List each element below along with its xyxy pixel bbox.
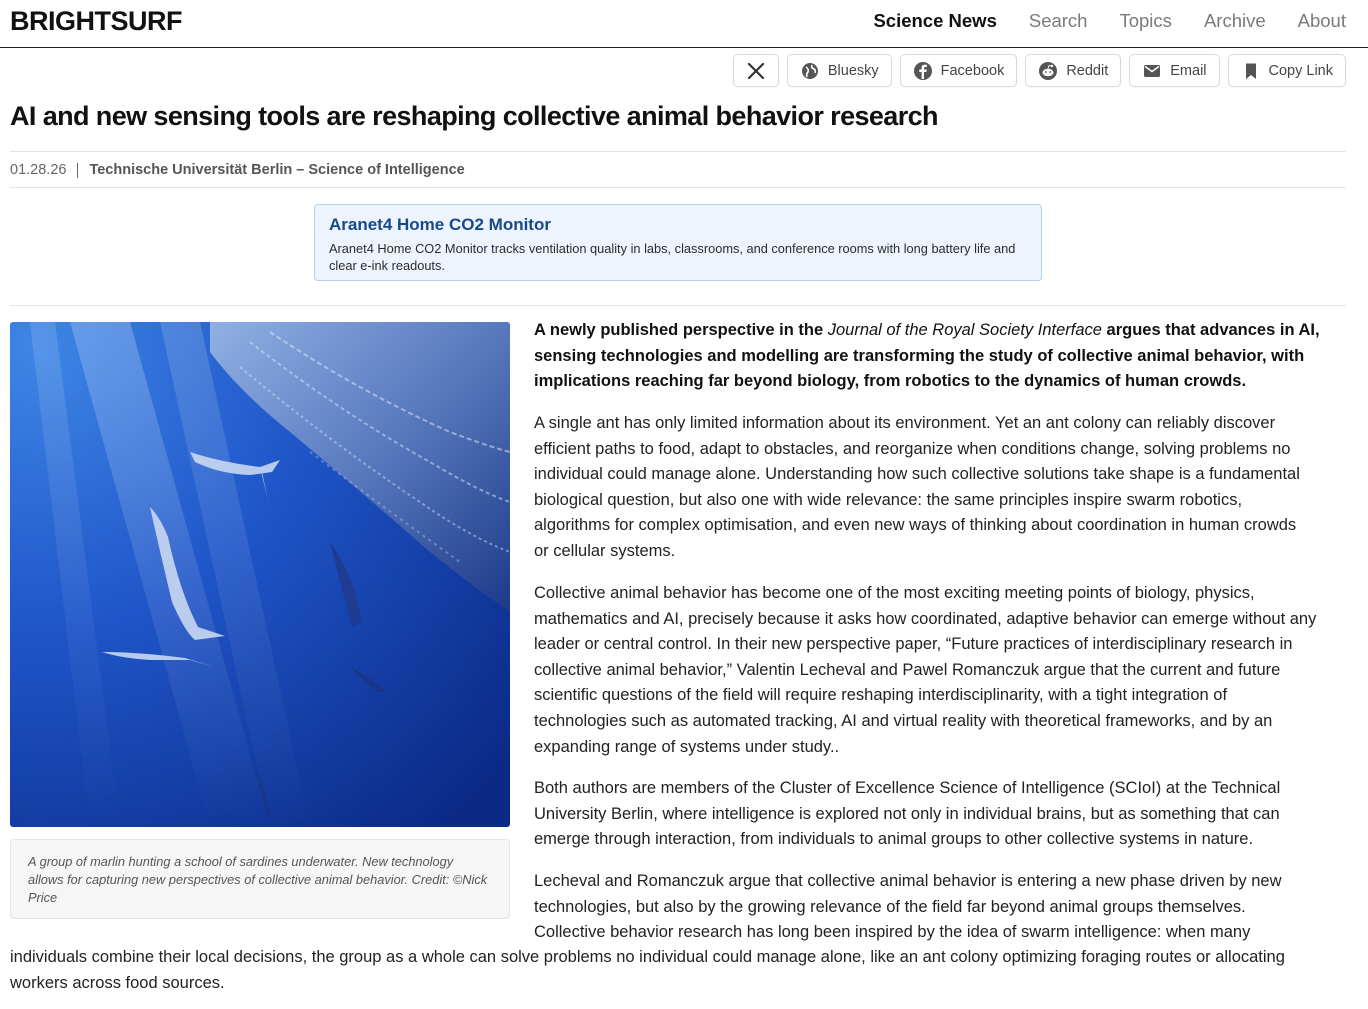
text-line: Collective behavior research has long been inspired by the idea of swarm intelligence: when many [534, 923, 1251, 942]
text-line: Both authors are members of the Cluster of Excellence Science of Intelligence (SCIoI) at the Technical [534, 779, 1281, 797]
divider [10, 151, 1346, 152]
main-nav [841, 10, 1346, 32]
nav-about[interactable]: About [1297, 10, 1346, 31]
nav-science-news[interactable]: Science News [873, 10, 997, 31]
share-email-button[interactable] [1129, 54, 1219, 87]
text-line: efficient paths to food, adapt to obstacles, and reorganize when conditions change, solving problems no [534, 439, 1291, 458]
share-bluesky-label: Bluesky [827, 62, 879, 79]
article-paragraph-3 [534, 776, 1346, 853]
text-line: A single ant has only limited information about its environment. Yet an ant colony can reliably discover [534, 414, 1276, 432]
lead-text: A newly published perspective in the [534, 321, 828, 339]
nav-archive[interactable]: Archive [1203, 10, 1266, 31]
divider [10, 305, 1346, 306]
text-line: individual could manage alone. Understanding how such collective solutions take shape is a fundamental [534, 465, 1300, 484]
article-paragraph-4 [534, 869, 1346, 946]
share-reddit-button[interactable] [1025, 54, 1121, 87]
text-line: leader or central control. In their new perspective paper, “Future practices of interdisciplinary research in [534, 635, 1293, 654]
text-line: Lecheval and Romanczuk argue that collective animal behavior is entering a new phase driven by new [534, 872, 1282, 890]
lead-line: sensing technologies and modelling are transforming the study of collective animal behavior, with [534, 346, 1305, 365]
x-logo-icon [746, 61, 766, 81]
text-line: Collective animal behavior has become one of the most exciting meeting points of biology, physics, [534, 584, 1255, 602]
lead-text: argues that advances in AI, [1101, 321, 1320, 339]
text-line: individuals combine their local decisions, the group as a whole can solve problems no individual could manage alone, like an ant colony optimizing foraging routes or allocating [10, 948, 1285, 966]
nav-topics[interactable]: Topics [1119, 10, 1172, 31]
copy-link-button[interactable] [1228, 54, 1346, 87]
journal-name: Journal of the Royal Society Interface [827, 321, 1102, 339]
text-line: University Berlin, where intelligence is explored not only in individual brains, but as something that can [534, 804, 1280, 823]
lead-line: implications reaching far beyond biology, from robotics to the dynamics of human crowds. [534, 372, 1247, 391]
photo-caption: A group of marlin hunting a school of sardines underwater. New technology allows for capturing new perspectives of collective animal behavior. Credit: ©Nick Price [10, 839, 510, 919]
article-source[interactable]: Technische Universität Berlin – Science of Intelligence [89, 162, 465, 178]
share-email-label: Email [1170, 62, 1207, 79]
copy-link-label: Copy Link [1268, 62, 1333, 79]
ad-title[interactable]: Aranet4 Home CO2 Monitor [329, 215, 551, 234]
share-bar [733, 54, 1346, 87]
article-meta [10, 162, 465, 178]
lead-line [534, 318, 1346, 344]
share-reddit-label: Reddit [1066, 62, 1109, 79]
article-paragraph-4-continued [10, 945, 1350, 996]
share-facebook-button[interactable] [900, 54, 1018, 87]
reddit-icon [1038, 61, 1058, 81]
bookmark-icon [1241, 61, 1261, 81]
facebook-icon [913, 61, 933, 81]
ad-description: Aranet4 Home CO2 Monitor tracks ventilation quality in labs, classrooms, and conference rooms with long battery life and clear e-ink readouts. [329, 241, 1016, 273]
share-facebook-label: Facebook [940, 62, 1005, 79]
text-line: technologies, but also by the growing relevance of the field far beyond animal groups themselves. [534, 897, 1246, 916]
globe-icon [800, 61, 820, 81]
article-paragraph-2 [534, 581, 1346, 760]
site-logo[interactable]: BRIGHTSURF [10, 6, 182, 36]
meta-separator [77, 163, 78, 178]
share-bluesky-button[interactable] [787, 54, 892, 87]
text-line: emerge through interaction, from individuals to animal groups to other collective systems in nature. [534, 830, 1254, 849]
nav-search[interactable]: Search [1028, 10, 1088, 31]
text-line: collective animal behavior,” Valentin Lecheval and Pawel Romanczuk argue that the current and future [534, 660, 1281, 679]
article-lead-paragraph [534, 318, 1346, 395]
divider [10, 187, 1346, 188]
text-line: mathematics and AI, precisely because it asks how coordinated, adaptive behavior can emerge without any [534, 609, 1317, 628]
text-line: or cellular systems. [534, 541, 676, 560]
article-title: AI and new sensing tools are reshaping collective animal behavior research [10, 101, 938, 131]
article-paragraph-1 [534, 411, 1346, 565]
article-photo-marlin-sardines [10, 322, 510, 827]
text-line: expanding range of systems under study.. [534, 737, 840, 756]
text-line: biological question, but also one with wide relevance: the same principles inspire swarm robotics, [534, 490, 1243, 509]
text-line: technologies such as automated tracking, AI and virtual reality with theoretical frameworks, and by an [534, 711, 1273, 730]
sponsored-product-box[interactable] [314, 204, 1042, 281]
text-line: scientific questions of the field will require reshaping interdisciplinarity, with a tight integration of [534, 686, 1228, 705]
envelope-icon [1142, 61, 1162, 81]
text-line: algorithms for complex optimisation, and even new ways of thinking about coordination in human crowds [534, 516, 1297, 535]
text-line: workers across food sources. [10, 973, 225, 992]
article-date: 01.28.26 [10, 162, 67, 178]
site-header [0, 0, 1368, 48]
share-x-button[interactable] [733, 54, 779, 87]
